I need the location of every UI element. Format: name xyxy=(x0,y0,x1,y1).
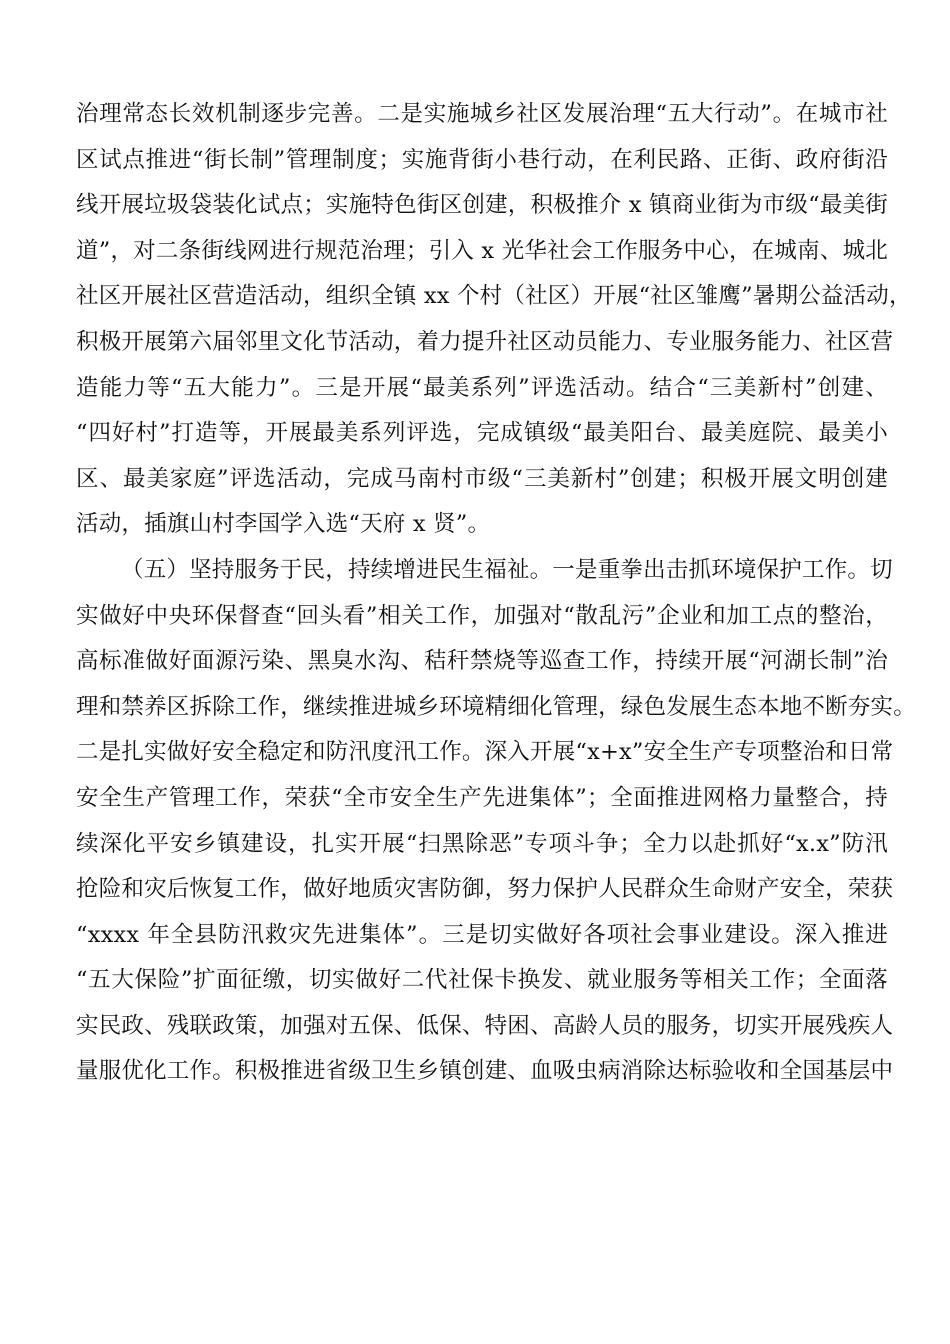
text-line: 抢险和灾后恢复工作，做好地质灾害防御，努力保护人民群众生命财产安全，荣获 xyxy=(76,876,894,903)
text-line: “xxxx 年全县防汛救灾先进集体”。三是切实做好各项社会事业建设。深入推进 xyxy=(76,921,888,948)
text-line: 理和禁养区拆除工作，继续推进城乡环境精细化管理，绿色发展生态本地不断夯实。 xyxy=(76,693,916,720)
text-line: 线开展垃圾袋装化试点；实施特色街区创建，积极推介 x 镇商业街为市级“最美街 xyxy=(76,192,888,219)
text-line: 量服优化工作。积极推进省级卫生乡镇创建、血吸虫病消除达标验收和全国基层中 xyxy=(76,1058,894,1085)
text-line: 活动，插旗山村李国学入选“天府 x 贤”。 xyxy=(76,511,491,538)
text-line: 治理常态长效机制逐步完善。二是实施城乡社区发展治理“五大行动”。在城市社 xyxy=(76,101,888,127)
text-line: 实做好中央环保督查“回头看”相关工作，加强对“散乱污”企业和加工点的整治， xyxy=(76,602,888,629)
body-text xyxy=(76,92,916,1095)
section-heading-line: （五）坚持服务于民，持续增进民生福祉。一是重拳出击抓环境保护工作。切 xyxy=(121,556,893,583)
text-line: 高标准做好面源污染、黑臭水沟、秸秆禁烧等巡查工作，持续开展“河湖长制”治 xyxy=(76,648,888,675)
text-line: 社区开展社区营造活动，组织全镇 xx 个村（社区）开展“社区雏鹰”暑期公益活动， xyxy=(76,283,912,310)
text-line: 积极开展第六届邻里文化节活动，着力提升社区动员能力、专业服务能力、社区营 xyxy=(76,328,894,355)
text-line: “五大保险”扩面征缴，切实做好二代社保卡换发、就业服务等相关工作；全面落 xyxy=(76,967,888,994)
text-line: 安全生产管理工作，荣获“全市安全生产先进集体”；全面推进网格力量整合，持 xyxy=(76,784,888,811)
text-line: 实民政、残联政策，加强对五保、低保、特困、高龄人员的服务，切实开展残疾人 xyxy=(76,1012,894,1039)
text-line: “四好村”打造等，开展最美系列评选，完成镇级“最美阳台、最美庭院、最美小 xyxy=(76,420,888,447)
text-line: 区、最美家庭”评选活动，完成马南村市级“三美新村”创建；积极开展文明创建 xyxy=(76,465,888,492)
text-line: 造能力等“五大能力”。三是开展“最美系列”评选活动。结合“三美新村”创建、 xyxy=(76,374,888,401)
text-line: 区试点推进“街长制”管理制度；实施背街小巷行动，在利民路、正街、政府街沿 xyxy=(76,146,888,173)
text-line: 续深化平安乡镇建设，扎实开展“扫黑除恶”专项斗争；全力以赴抓好“x.x”防汛 xyxy=(76,830,888,857)
text-line: 道”，对二条街线网进行规范治理；引入 x 光华社会工作服务中心，在城南、城北 xyxy=(76,237,888,264)
text-line: 二是扎实做好安全稳定和防汛度汛工作。深入开展“x+x”安全生产专项整治和日常 xyxy=(76,739,894,766)
